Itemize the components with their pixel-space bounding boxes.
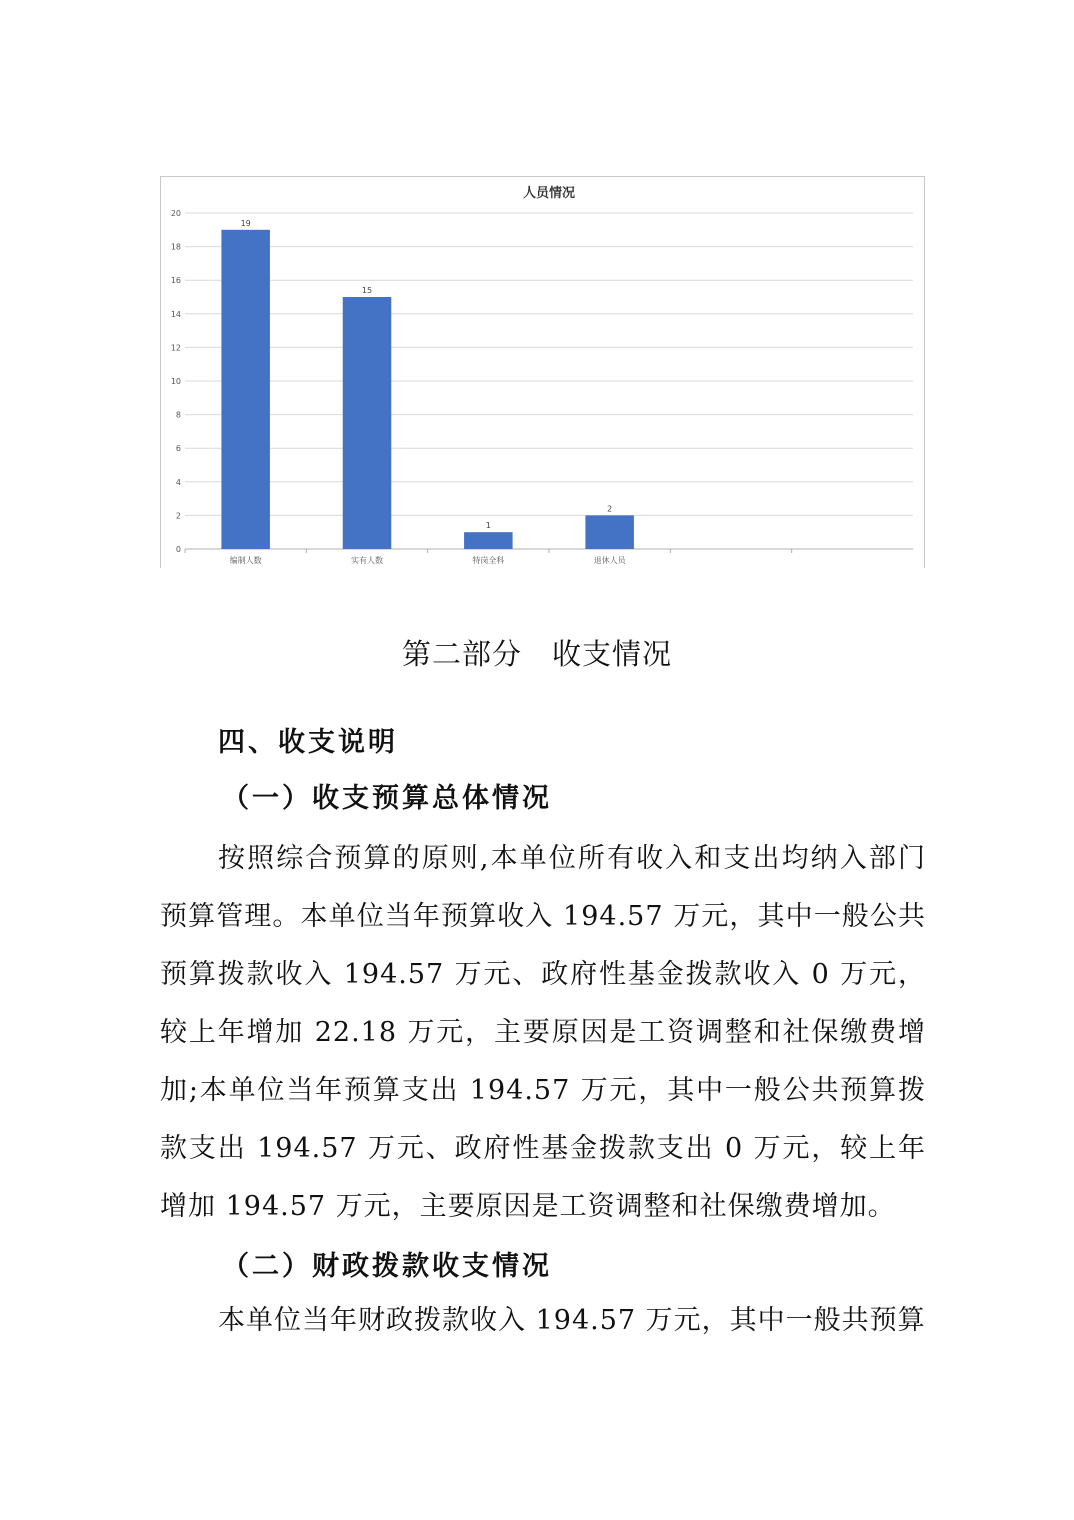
bar-4	[585, 515, 634, 549]
bar-3	[464, 532, 513, 549]
y-tick-label: 12	[170, 343, 181, 353]
x-tick-label: 实有人数	[351, 556, 383, 565]
y-tick-label: 14	[170, 309, 181, 319]
y-tick-label: 6	[175, 444, 181, 454]
y-tick-label: 20	[170, 209, 181, 218]
data-label: 1	[485, 521, 491, 531]
y-tick-label: 16	[170, 276, 181, 286]
chart-canvas	[161, 177, 926, 569]
x-tick-label: 退休人员	[593, 556, 626, 565]
personnel-chart	[160, 176, 925, 568]
bar-1	[221, 230, 270, 549]
data-label: 15	[361, 286, 373, 295]
y-tick-label: 0	[175, 545, 181, 554]
part-title: 第二部分 收支情况	[401, 637, 672, 671]
x-tick-label: 特岗全科	[472, 556, 505, 565]
data-label: 2	[607, 504, 613, 514]
data-label: 19	[240, 218, 251, 228]
y-tick-label: 8	[175, 410, 181, 420]
section-heading: 四、收支说明	[218, 727, 398, 758]
y-tick-label: 10	[170, 377, 181, 386]
x-tick-label: 编制人数	[229, 556, 262, 565]
subsection-heading-1: （一）收支预算总体情况	[222, 783, 552, 814]
subsection-heading-2: （二）财政拨款收支情况	[222, 1251, 552, 1282]
y-tick-label: 18	[170, 242, 181, 252]
bar-2	[343, 297, 392, 549]
paragraph-2: 本单位当年财政拨款收入 194.57 万元，其中一般共预算	[218, 1305, 926, 1336]
chart-title: 人员情况	[522, 186, 576, 201]
y-tick-label: 4	[175, 477, 181, 487]
y-tick-label: 2	[175, 511, 181, 521]
paragraph-1: 按照综合预算的原则,本单位所有收入和支出均纳入部门预算管理。本单位当年预算收入 194.57 万元，其中一般公共预算拨款收入 194.57 万元、政府性基金拨款收入 0 万元，较上年增加 22.18 万元，主要原因是工资调整和社保缴费增加;本单位当年预算支出 194.57 万元，其中一般公共预算拨款支出 194.57 万元、政府性基金拨款支出 0 万元，较上年增加 194.57 万元，主要原因是工资调整和社保缴费增加。	[160, 843, 926, 1222]
